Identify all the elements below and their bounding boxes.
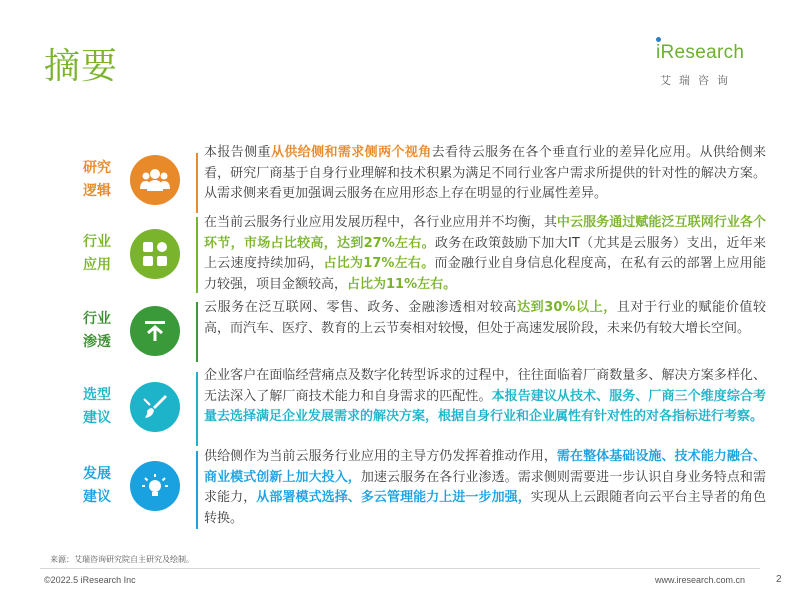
body-text-segment: 加速云服务在各行业渗透。需求侧则需要进一步认识自身业务特点和需求能力， xyxy=(204,469,766,505)
highlight-text-segment: 需在整体基础设施、技术能力融合、商业模式创新上加大投入， xyxy=(204,449,766,485)
highlight-text-segment: 中云服务通过赋能泛互联网行业各个环节，市场占比较高，达到27%左右。 xyxy=(204,215,766,251)
penetration-arrow-icon xyxy=(130,306,180,356)
page-title: 摘要 xyxy=(44,46,119,87)
body-text-segment: 企业客户在面临经营痛点及数字化转型诉求的过程中，往往面临着厂商数量多、解决方案多样化、无法深入了解厂商技术能力和自身需求的匹配性。 xyxy=(204,368,766,404)
section-text xyxy=(204,213,766,295)
body-text-segment: 云服务在泛互联网、零售、政务、金融渗透相对较高 xyxy=(204,300,518,315)
section-label: 行业 渗透 xyxy=(83,311,111,350)
logo-subtitle: 艾瑞咨询 xyxy=(660,74,736,87)
section-divider xyxy=(196,451,198,529)
brush-tool-icon xyxy=(130,382,180,432)
body-text-segment: 且对于行业的赋能价值较高，而汽车、医疗、教育的上云节奏相对较慢，但处于高速发展阶段，未来仍有较大增长空间。 xyxy=(204,300,766,336)
body-text-segment: 本报告侧重 xyxy=(204,145,271,160)
section-label: 选型 建议 xyxy=(83,387,111,426)
app-grid-icon xyxy=(130,229,180,279)
body-text-segment: 供给侧作为当前云服务行业应用的主导方仍发挥着推动作用， xyxy=(204,449,557,464)
body-text-segment: 政务在政策鼓励下加大IT（尤其是云服务）支出，近年来上云速度持续加码， xyxy=(204,235,767,271)
source-note: 来源：艾瑞咨询研究院自主研究及绘制。 xyxy=(50,555,194,564)
highlight-text-segment: 从部署模式选择、多云管理能力上进一步加强， xyxy=(256,490,531,505)
section-label: 研究 逻辑 xyxy=(83,160,111,199)
section-divider xyxy=(196,217,198,293)
website-link[interactable]: www.iresearch.com.cn xyxy=(655,575,746,585)
logo-brand: iResearch xyxy=(656,42,744,64)
section-label: 发展 建议 xyxy=(83,466,111,505)
highlight-text-segment: 本报告建议从技术、服务、厂商三个维度综合考量去选择满足企业发展需求的解决方案，根据自身行业和企业属性有针对性的对各指标进行考察。 xyxy=(204,388,766,424)
section-divider xyxy=(196,372,198,446)
copyright: ©2022.5 iResearch Inc xyxy=(44,575,136,585)
iresearch-logo xyxy=(650,28,760,88)
section-text xyxy=(204,447,766,529)
section-divider xyxy=(196,153,198,213)
section-divider xyxy=(196,302,198,362)
section-text xyxy=(204,366,766,428)
highlight-text-segment: 占比为11%左右。 xyxy=(347,276,457,292)
body-text-segment: 实现从上云跟随者向云平台主导者的角色转换。 xyxy=(204,490,766,526)
lightbulb-icon xyxy=(130,461,180,511)
page-number: 2 xyxy=(776,574,782,585)
body-text-segment: 在当前云服务行业应用发展历程中，各行业应用并不均衡，其 xyxy=(204,215,557,230)
footer-divider xyxy=(40,568,760,569)
section-label: 行业 应用 xyxy=(83,234,111,273)
highlight-text-segment: 占比为17%左右。 xyxy=(323,256,435,271)
body-text-segment: 去看待云服务在各个垂直行业的差异化应用。从供给侧来看，研究厂商基于自身行业理解和技术积累为满足不同行业客户需求所提供的针对性的解决方案。从需求侧来看更加强调云服务在应用形态上存在明显的行业属性差异。 xyxy=(204,145,766,201)
section-text xyxy=(204,298,766,339)
people-group-icon xyxy=(130,155,180,205)
highlight-text-segment: 从供给侧和需求侧两个视角 xyxy=(270,145,432,160)
body-text-segment: 而金融行业自身信息化程度高，在私有云的部署上应用能力较强，项目金额较高， xyxy=(204,256,766,292)
highlight-text-segment: 达到30%以上， xyxy=(517,300,617,315)
section-text xyxy=(204,143,766,205)
